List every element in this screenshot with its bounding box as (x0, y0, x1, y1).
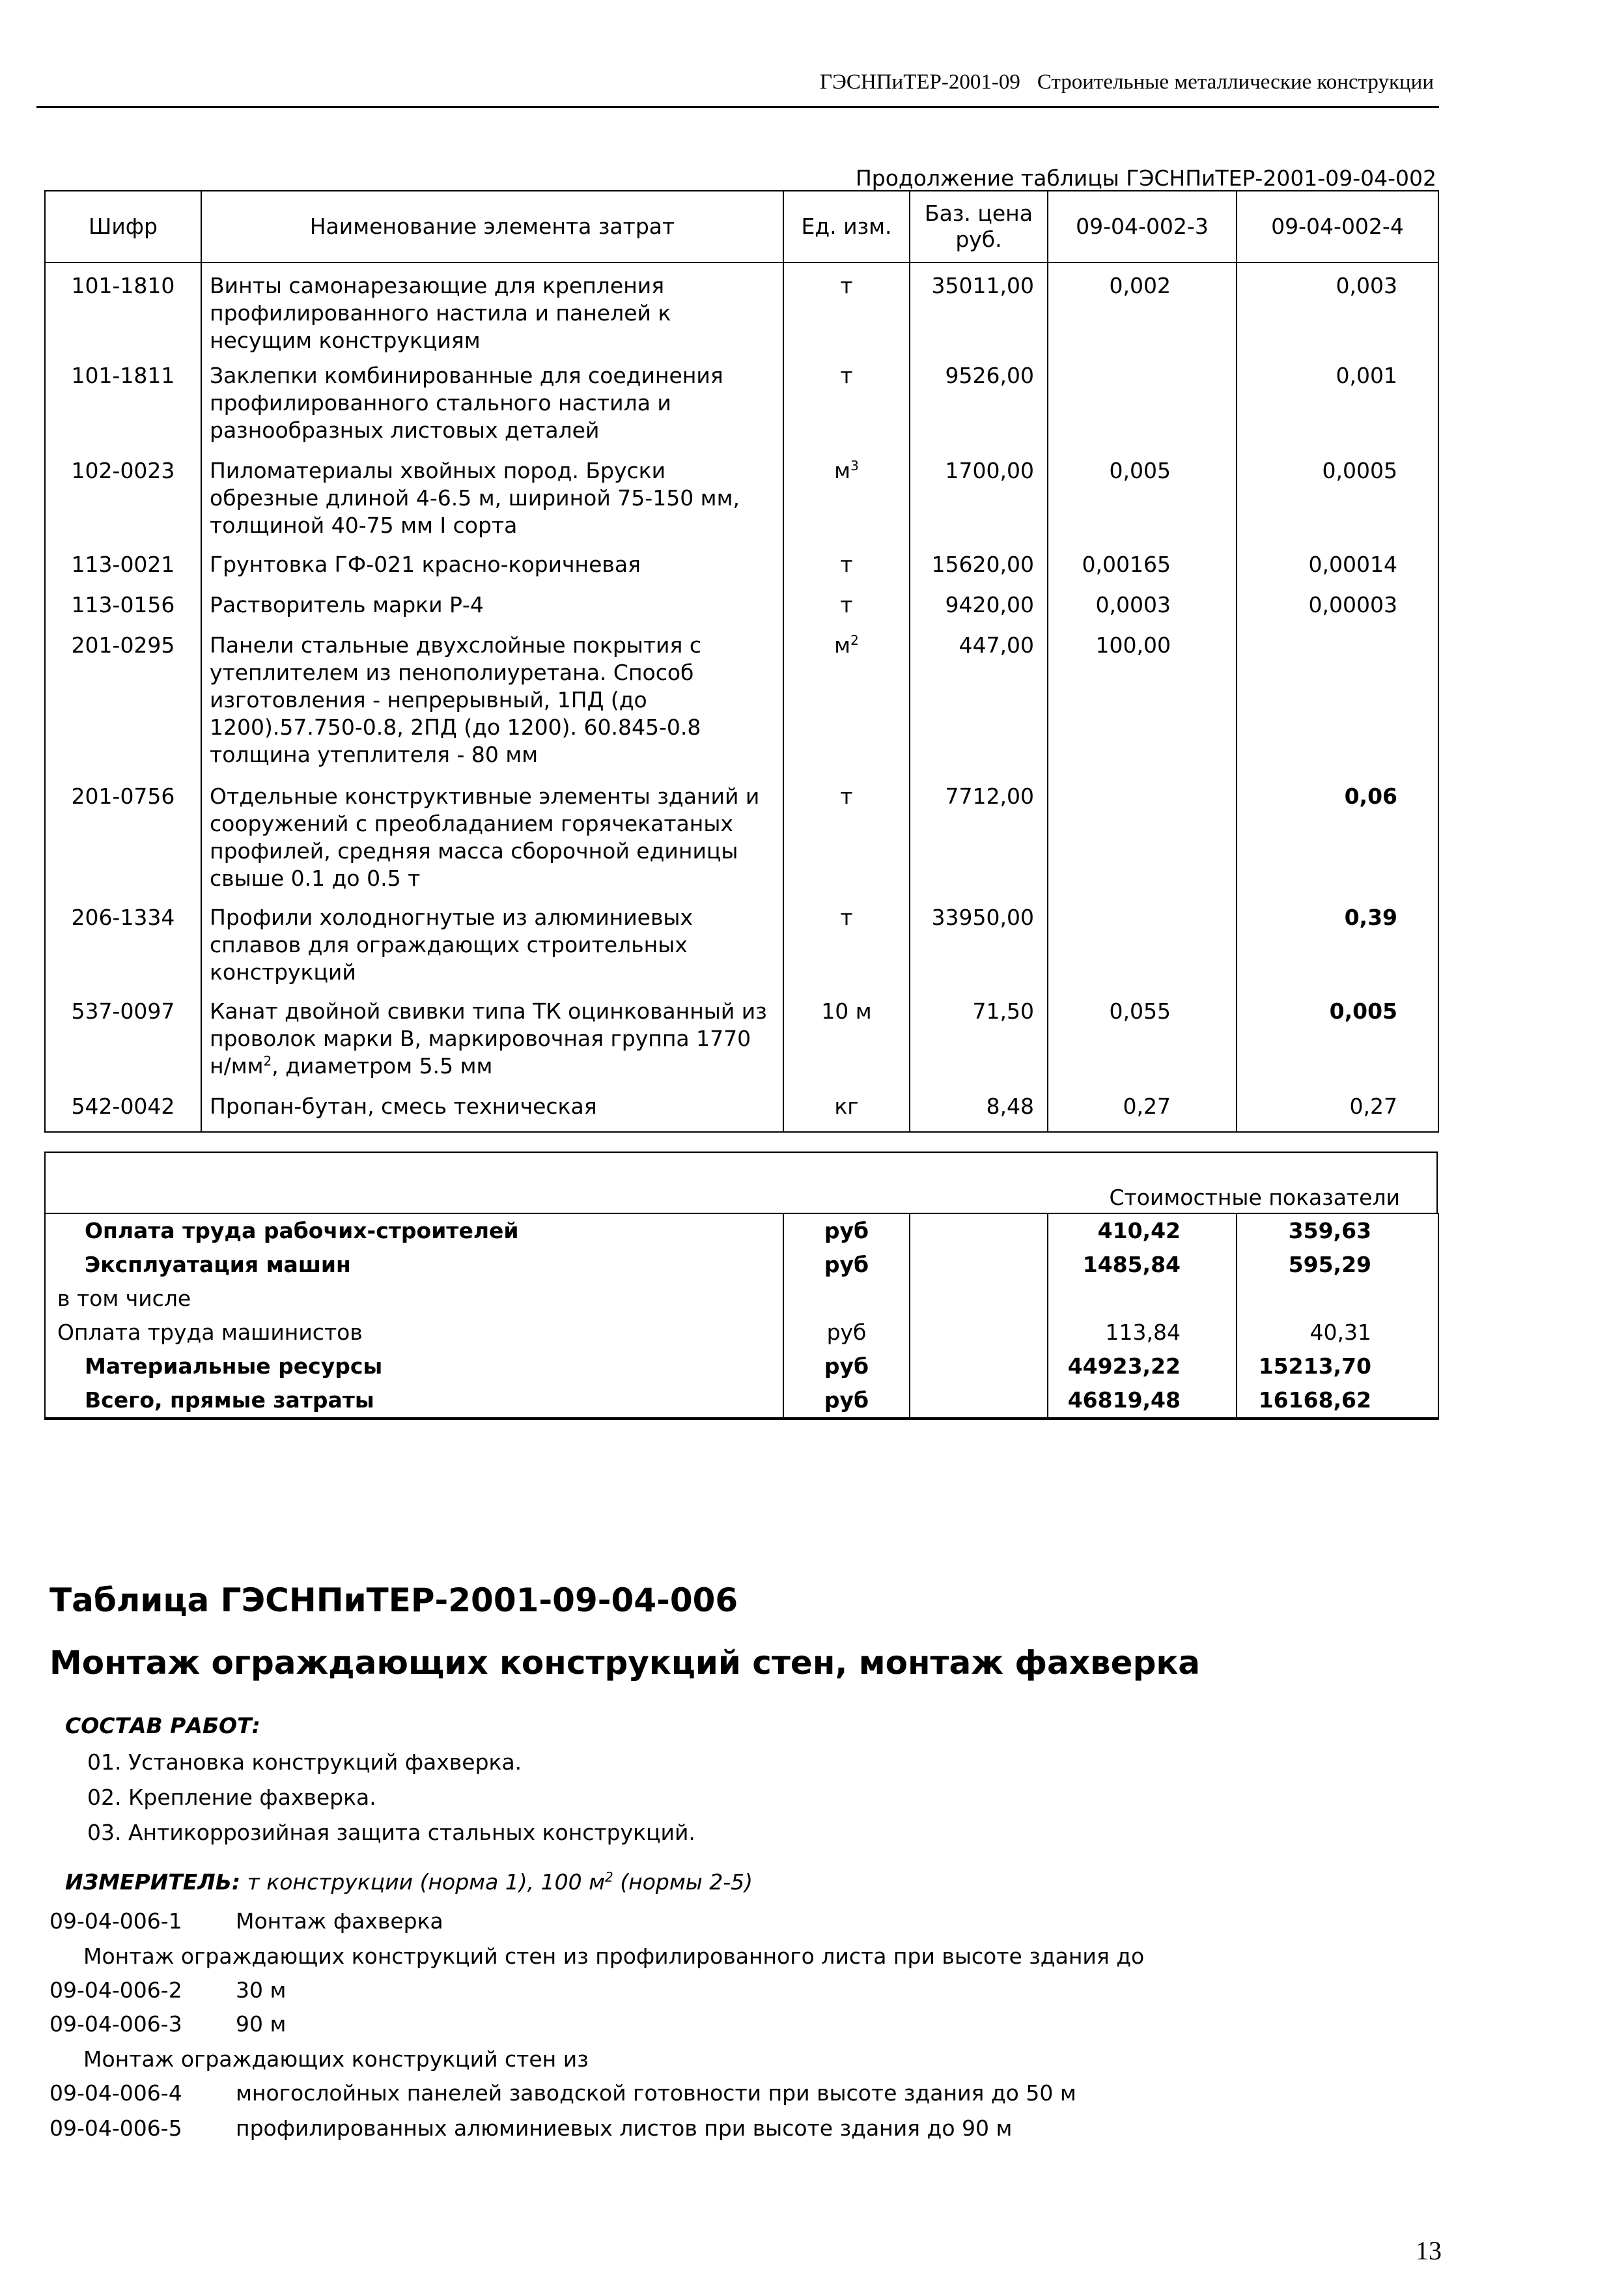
row-unit: т (783, 362, 910, 457)
header-name: Наименование элемента затрат (201, 191, 783, 262)
row-name: Пропан-бутан, смесь техническая (201, 1093, 783, 1132)
table-row (45, 362, 1438, 457)
row-unit: кг (783, 1093, 910, 1132)
cost-blank (910, 1213, 1048, 1248)
cost-label: в том числе (57, 1286, 191, 1311)
cost-value-col3: 46819,48 (1048, 1383, 1237, 1419)
work-item: 02. Крепление фахверка. (87, 1785, 376, 1810)
row-value-col4: 0,005 (1237, 998, 1438, 1093)
row-unit: т (783, 262, 910, 362)
table-row (45, 783, 1438, 904)
cost-value-col4: 595,29 (1288, 1252, 1371, 1277)
section-title: Таблица ГЭСНПиТЕР-2001-09-04-006 (49, 1581, 738, 1619)
row-value-col3 (1048, 783, 1237, 904)
meter-superscript: 2 (605, 1869, 613, 1885)
row-code: 201-0295 (45, 632, 201, 783)
cost-label: Эксплуатация машин (85, 1252, 351, 1277)
row-price: 71,50 (910, 998, 1048, 1093)
cost-value-col3: 1485,84 (1048, 1248, 1237, 1282)
unit-superscript: 3 (850, 458, 859, 474)
norm-row (49, 2115, 1012, 2141)
norm-code: 09-04-006-3 (49, 2011, 182, 2037)
row-value-col3: 0,0003 (1048, 591, 1237, 632)
norm-text: Монтаж фахверка (236, 1908, 443, 1934)
cost-value-col4: 40,31 (1309, 1320, 1371, 1345)
cost-label: Материальные ресурсы (85, 1353, 383, 1379)
cost-row (45, 1213, 1438, 1248)
cost-row (45, 1350, 1438, 1383)
row-unit (783, 457, 910, 551)
row-value-col4: 0,39 (1237, 904, 1438, 998)
norm-text: многослойных панелей заводской готовности при высоте здания до 50 м (236, 2080, 1076, 2106)
row-price: 1700,00 (910, 457, 1048, 551)
row-price: 33950,00 (910, 904, 1048, 998)
row-name: Пиломатериалы хвойных пород. Бруски обрезные длиной 4-6.5 м, шириной 75-150 мм, толщиной 40-75 мм I сорта (201, 457, 783, 551)
row-name: Винты самонарезающие для крепления профилированного настила и панелей к несущим конструкциям (201, 262, 783, 362)
meter-line (65, 1869, 753, 1895)
norm-row (49, 2011, 286, 2037)
cost-caption-box (44, 1152, 1438, 1214)
table-row (45, 998, 1438, 1093)
row-unit: т (783, 783, 910, 904)
norm-row (49, 2080, 1076, 2106)
cost-blank (910, 1248, 1048, 1282)
norm-row (49, 1977, 286, 2003)
row-name: Грунтовка ГФ-021 красно-коричневая (201, 551, 783, 591)
row-code: 101-1811 (45, 362, 201, 457)
name-superscript: 2 (263, 1053, 272, 1069)
work-item: 03. Антикоррозийная защита стальных конструкций. (87, 1820, 695, 1845)
cost-label: Оплата труда машинистов (57, 1320, 363, 1345)
table-row (45, 457, 1438, 551)
cost-value-col3: 113,84 (1048, 1316, 1237, 1350)
table-row (45, 632, 1438, 783)
row-code: 542-0042 (45, 1093, 201, 1132)
cost-value-col3: 410,42 (1048, 1213, 1237, 1248)
row-price: 7712,00 (910, 783, 1048, 904)
row-code: 101-1810 (45, 262, 201, 362)
norm-text: профилированных алюминиевых листов при высоте здания до 90 м (236, 2115, 1013, 2141)
row-value-col4: 0,0005 (1237, 457, 1438, 551)
row-price: 15620,00 (910, 551, 1048, 591)
work-item: 01. Установка конструкций фахверка. (87, 1749, 522, 1775)
unit-text: м (834, 458, 851, 483)
row-value-col3: 0,27 (1048, 1093, 1237, 1132)
row-name: Профили холодногнутые из алюминиевых сплавов для ограждающих строительных конструкций (201, 904, 783, 998)
row-value-col3: 0,002 (1048, 262, 1237, 362)
page-number: 13 (1416, 2236, 1442, 2265)
cost-unit: руб (783, 1383, 910, 1419)
cost-row (45, 1316, 1438, 1350)
norm-code: 09-04-006-4 (49, 2080, 182, 2106)
norm-row (49, 1908, 443, 1934)
meter-text: т конструкции (норма 1), 100 м (247, 1869, 606, 1895)
norm-group-text: Монтаж ограждающих конструкций стен из (83, 2046, 589, 2072)
row-unit: 10 м (783, 998, 910, 1093)
row-name: Растворитель марки Р-4 (201, 591, 783, 632)
cost-unit (783, 1282, 910, 1316)
norm-code: 09-04-006-1 (49, 1908, 182, 1934)
row-code: 206-1334 (45, 904, 201, 998)
table-row (45, 262, 1438, 362)
name-text-end: , диаметром 5.5 мм (272, 1053, 493, 1079)
cost-value-col4: 359,63 (1237, 1213, 1438, 1248)
table-row (45, 591, 1438, 632)
row-code: 537-0097 (45, 998, 201, 1093)
row-code: 113-0156 (45, 591, 201, 632)
row-price: 447,00 (910, 632, 1048, 783)
cost-caption: Стоимостные показатели (1109, 1185, 1400, 1210)
norm-code: 09-04-006-5 (49, 2115, 182, 2141)
cost-blank (910, 1316, 1048, 1350)
running-header-code: ГЭСНПиТЕР-2001-09 (820, 70, 1020, 94)
cost-value-col3: 44923,22 (1048, 1350, 1237, 1383)
cost-value-col3 (1048, 1282, 1237, 1316)
header-unit: Ед. изм. (783, 191, 910, 262)
continuation-caption: Продолжение таблицы ГЭСНПиТЕР-2001-09-04-002 (855, 165, 1436, 191)
name-text: Канат двойной свивки типа ТК оцинкованный из проволок марки В, маркировочная группа 1770 н/мм (210, 998, 767, 1079)
table-header-row (45, 191, 1438, 262)
norm-text: 90 м (236, 2011, 287, 2037)
row-value-col3: 100,00 (1048, 632, 1237, 783)
row-value-col4: 0,00014 (1237, 551, 1438, 591)
row-value-col3 (1048, 904, 1237, 998)
row-code: 102-0023 (45, 457, 201, 551)
cost-unit: руб (783, 1350, 910, 1383)
running-header-title: Строительные металлические конструкции (1037, 70, 1434, 94)
meter-text-end: (нормы 2-5) (613, 1869, 753, 1895)
table-row (45, 551, 1438, 591)
works-heading: СОСТАВ РАБОТ: (65, 1713, 260, 1738)
row-name: Отдельные конструктивные элементы зданий и сооружений с преобладанием горячекатаных профилей, средняя масса сборочной единицы свыше 0.1 до 0.5 т (201, 783, 783, 904)
row-value-col3 (1048, 362, 1237, 457)
row-name: Заклепки комбинированные для соединения профилированного стального настила и разнообразных листовых деталей (201, 362, 783, 457)
cost-unit: руб (783, 1316, 910, 1350)
row-value-col4: 0,003 (1237, 262, 1438, 362)
running-header (820, 70, 1434, 94)
row-value-col3: 0,00165 (1048, 551, 1237, 591)
norm-group-text: Монтаж ограждающих конструкций стен из профилированного листа при высоте здания до (83, 1944, 1145, 1969)
row-value-col4: 0,00003 (1237, 591, 1438, 632)
cost-table (44, 1213, 1439, 1420)
row-value-col4 (1237, 632, 1438, 783)
cost-row (45, 1282, 1438, 1316)
unit-superscript: 2 (850, 632, 859, 648)
cost-blank (910, 1282, 1048, 1316)
cost-value-col4: 15213,70 (1258, 1353, 1371, 1379)
row-code: 201-0756 (45, 783, 201, 904)
cost-blank (910, 1350, 1048, 1383)
row-name (201, 998, 783, 1093)
header-col4: 09-04-002-4 (1237, 191, 1438, 262)
table-row (45, 904, 1438, 998)
row-price: 35011,00 (910, 262, 1048, 362)
row-value-col4: 0,06 (1237, 783, 1438, 904)
row-unit: т (783, 904, 910, 998)
cost-value-col4: 16168,62 (1258, 1387, 1371, 1413)
row-unit: т (783, 551, 910, 591)
cost-value-col4 (1237, 1282, 1438, 1316)
cost-unit: руб (783, 1213, 910, 1248)
cost-label: Оплата труда рабочих-строителей (45, 1213, 783, 1248)
cost-row (45, 1248, 1438, 1282)
resources-table (44, 190, 1439, 1133)
row-name: Панели стальные двухслойные покрытия с утеплителем из пенополиуретана. Способ изготовления - непрерывный, 1ПД (до 1200).57.750-0.8, 2ПД (до 1200). 60.845-0.8 толщина утеплителя - 80 мм (201, 632, 783, 783)
section-subtitle: Монтаж ограждающих конструкций стен, монтаж фахверка (49, 1644, 1201, 1682)
row-value-col3: 0,005 (1048, 457, 1237, 551)
row-price: 9526,00 (910, 362, 1048, 457)
cost-unit: руб (783, 1248, 910, 1282)
header-col3: 09-04-002-3 (1048, 191, 1237, 262)
cost-blank (910, 1383, 1048, 1419)
row-value-col4: 0,001 (1237, 362, 1438, 457)
header-rule (36, 106, 1439, 108)
row-unit: т (783, 591, 910, 632)
row-code: 113-0021 (45, 551, 201, 591)
row-price: 8,48 (910, 1093, 1048, 1132)
header-price: Баз. цена руб. (910, 191, 1048, 262)
table-row (45, 1093, 1438, 1132)
norm-code: 09-04-006-2 (49, 1977, 182, 2003)
row-unit (783, 632, 910, 783)
unit-text: м (834, 632, 851, 658)
norm-text: 30 м (236, 1977, 287, 2003)
row-value-col4: 0,27 (1237, 1093, 1438, 1132)
header-code: Шифр (45, 191, 201, 262)
row-value-col3: 0,055 (1048, 998, 1237, 1093)
cost-row (45, 1383, 1438, 1419)
row-price: 9420,00 (910, 591, 1048, 632)
meter-label: ИЗМЕРИТЕЛЬ: (65, 1869, 241, 1895)
cost-label: Всего, прямые затраты (85, 1387, 374, 1413)
